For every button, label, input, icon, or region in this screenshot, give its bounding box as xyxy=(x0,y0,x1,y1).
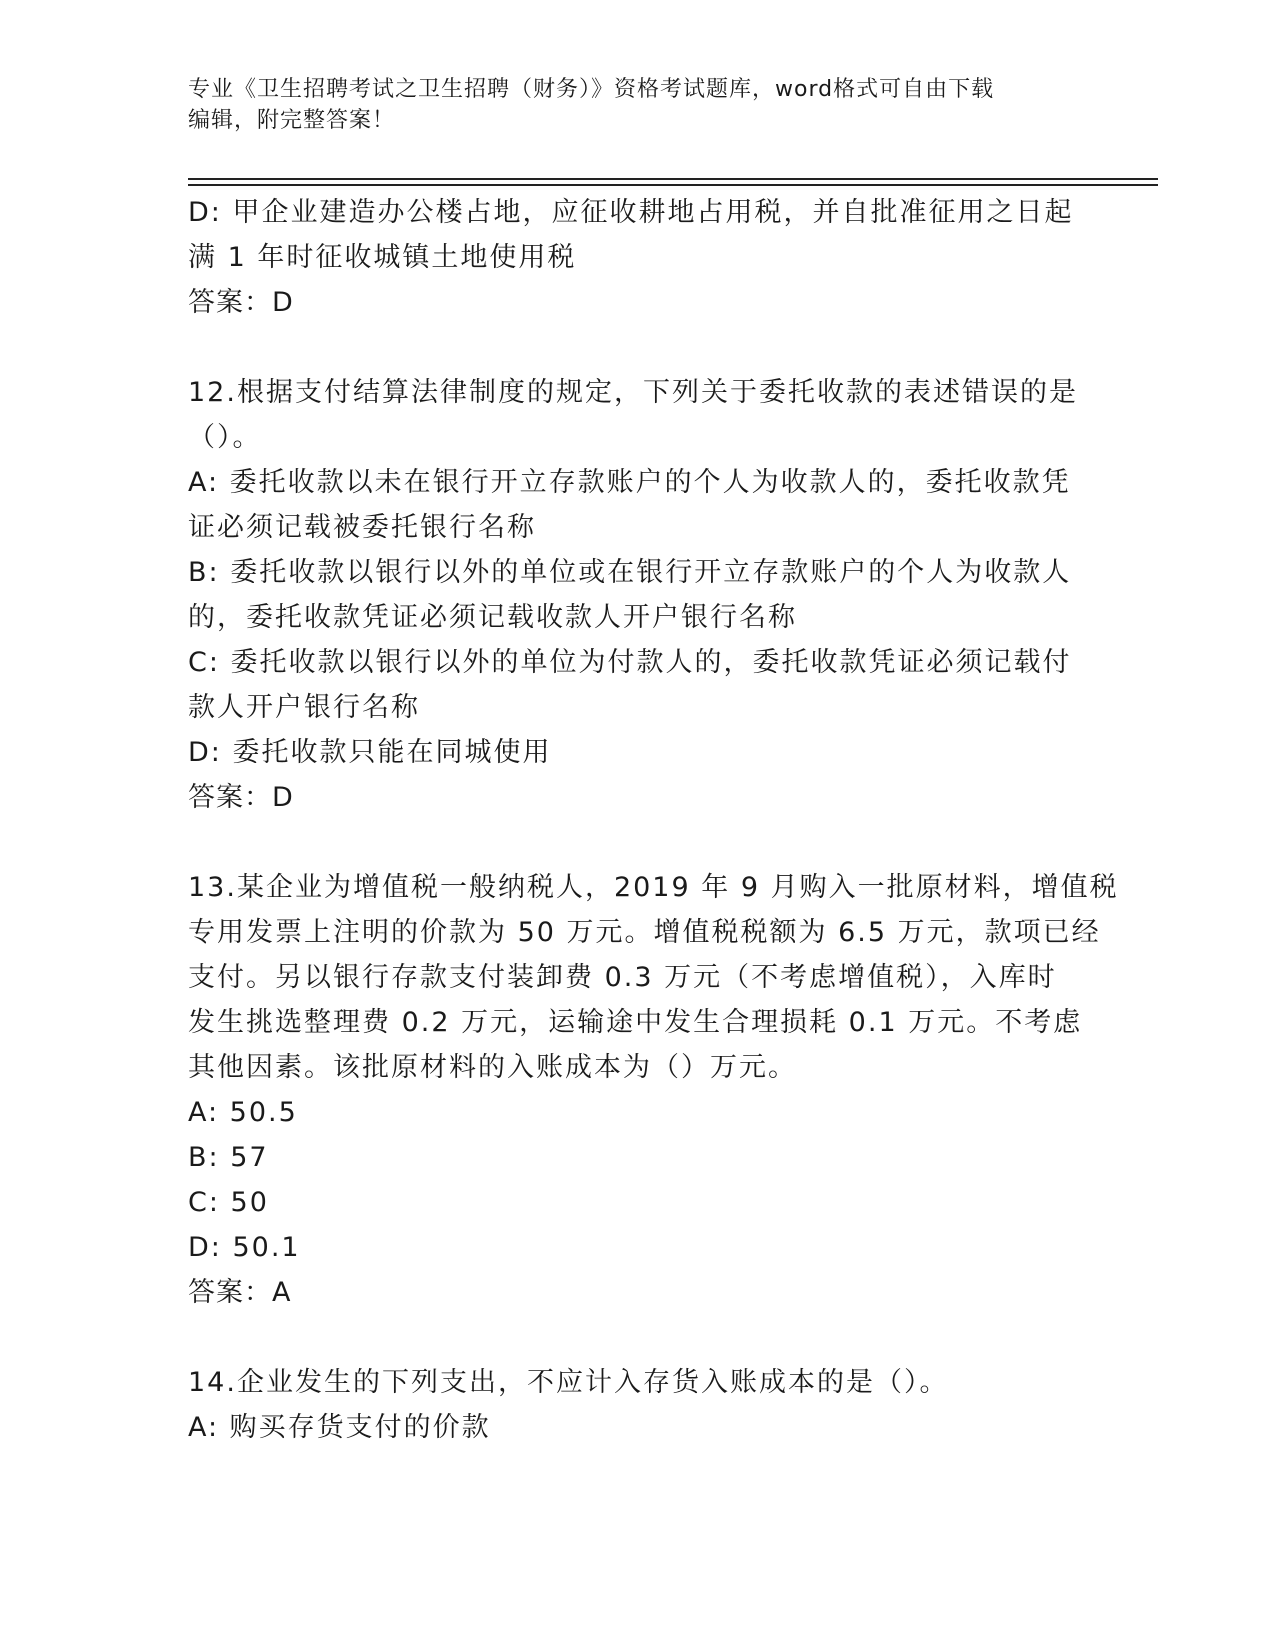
option-c-line-1: C: 委托收款以银行以外的单位为付款人的，委托收款凭证必须记载付 xyxy=(188,647,1072,678)
question-stem-line-1: 12.根据支付结算法律制度的规定，下列关于委托收款的表述错误的是 xyxy=(188,377,1078,408)
header-line-1: 专业《卫生招聘考试之卫生招聘（财务）》资格考试题库，word格式可自由下载 xyxy=(188,77,995,102)
question-stem-line-3: 支付。另以银行存款支付装卸费 0.3 万元（不考虑增值税），入库时 xyxy=(188,962,1057,993)
header-divider-top xyxy=(188,178,1158,180)
option-a-line-2: 证必须记载被委托银行名称 xyxy=(188,512,536,543)
header-divider-bottom xyxy=(188,184,1158,186)
question-content xyxy=(188,190,1119,1450)
question-stem-line-4: 发生挑选整理费 0.2 万元，运输途中发生合理损耗 0.1 万元。不考虑 xyxy=(188,1007,1083,1038)
question-stem-line-5: 其他因素。该批原材料的入账成本为（）万元。 xyxy=(188,1052,797,1083)
option-d-line-2: 满 1 年时征收城镇土地使用税 xyxy=(188,242,577,273)
option-b-line-2: 的，委托收款凭证必须记载收款人开户银行名称 xyxy=(188,602,797,633)
question-12 xyxy=(188,370,1088,820)
option-b-line-1: B: 委托收款以银行以外的单位或在银行开立存款账户的个人为收款人 xyxy=(188,557,1072,588)
document-header xyxy=(188,74,1088,136)
option-d: D: 50.1 xyxy=(188,1232,301,1263)
prev-question-block xyxy=(188,190,1088,325)
question-spacer xyxy=(188,1315,1088,1360)
question-spacer xyxy=(188,325,1088,370)
option-a-line-1: A: 委托收款以未在银行开立存款账户的个人为收款人的，委托收款凭 xyxy=(188,467,1071,498)
option-a: A: 50.5 xyxy=(188,1097,298,1128)
option-d: D: 委托收款只能在同城使用 xyxy=(188,737,552,768)
option-b: B: 57 xyxy=(188,1142,269,1173)
answer-line: 答案：D xyxy=(188,782,294,813)
header-line-2: 编辑，附完整答案！ xyxy=(188,108,396,133)
option-c-line-2: 款人开户银行名称 xyxy=(188,692,420,723)
question-13 xyxy=(188,865,1119,1315)
option-a: A: 购买存货支付的价款 xyxy=(188,1412,491,1443)
question-14 xyxy=(188,1360,1088,1450)
question-spacer xyxy=(188,820,1088,865)
answer-line: 答案：A xyxy=(188,1277,292,1308)
question-stem-line-2: 专用发票上注明的价款为 50 万元。增值税税额为 6.5 万元，款项已经 xyxy=(188,917,1101,948)
answer-line: 答案：D xyxy=(188,287,294,318)
question-stem-line-1: 14.企业发生的下列支出，不应计入存货入账成本的是（）。 xyxy=(188,1367,949,1398)
question-stem-line-1: 13.某企业为增值税一般纳税人，2019 年 9 月购入一批原材料，增值税 xyxy=(188,872,1119,903)
question-stem-line-2: （）。 xyxy=(188,422,262,453)
option-c: C: 50 xyxy=(188,1187,269,1218)
option-d-line-1: D: 甲企业建造办公楼占地，应征收耕地占用税，并自批准征用之日起 xyxy=(188,197,1074,228)
